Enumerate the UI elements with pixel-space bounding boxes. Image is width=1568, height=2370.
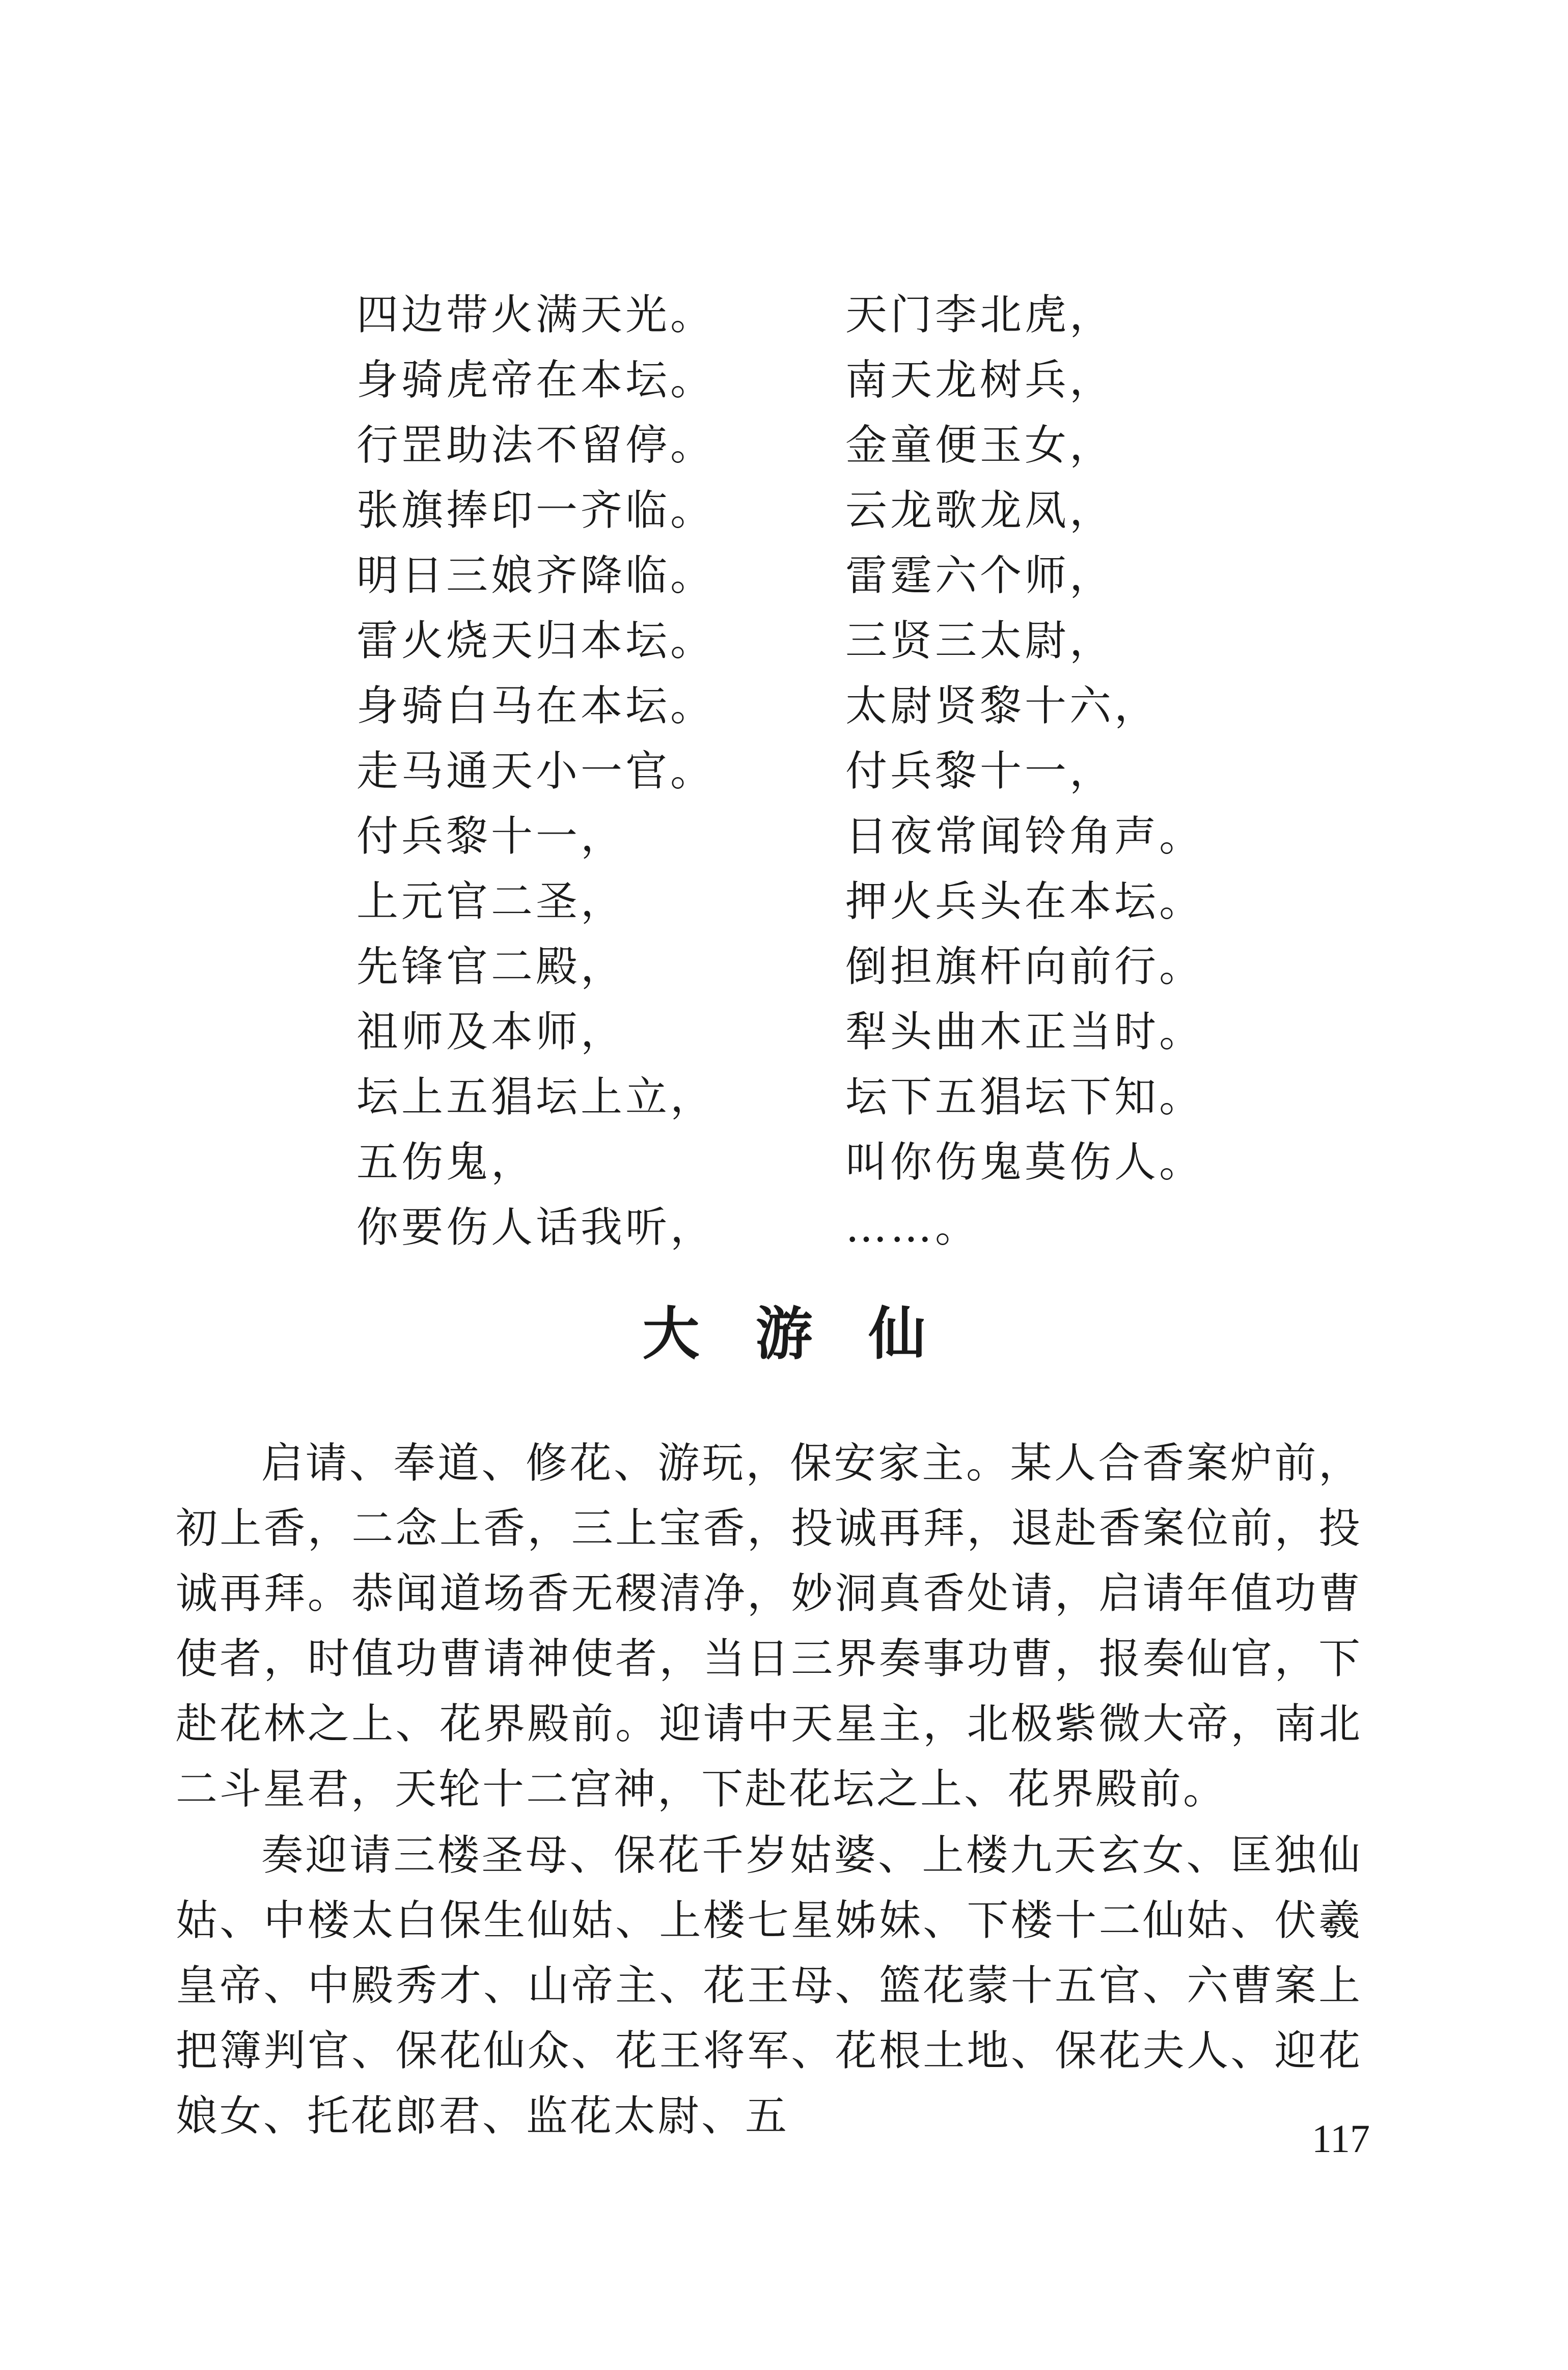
verse-line: 坛上五猖坛上立， — [356, 1073, 716, 1121]
verse-line: 雷火烧天归本坛。 — [356, 617, 716, 665]
verse-line: 南天龙树兵， — [845, 356, 1115, 404]
verse-line: 三贤三太尉， — [845, 617, 1115, 665]
body-paragraph: 启请、奉道、修花、游玩，保安家主。某人合香案炉前，初上香，二念上香，三上宝香，投诚再拜，退赴香案位前，投诚再拜。恭闻道场香无稷清净，妙洞真香处请，启请年值功曹使者，时值功曹请神使者，当日三界奏事功曹，报奏仙官，下赴花林之上、花界殿前。迎请中天星主，北极紫微大帝，南北二斗星君，天轮十二宫神，下赴花坛之上、花界殿前。 — [176, 1439, 1362, 1813]
verse-line: 日夜常闻铃角声。 — [845, 812, 1204, 861]
verse-line: 祖师及本师， — [356, 1008, 626, 1056]
verse-column-right — [845, 283, 1304, 1260]
verse-column-left — [356, 283, 815, 1260]
verse-line: 押火兵头在本坛。 — [845, 877, 1204, 926]
verse-line: 明日三娘齐降临。 — [356, 552, 716, 600]
verse-line: 坛下五猖坛下知。 — [845, 1073, 1204, 1121]
verse-line: 身骑白马在本坛。 — [356, 682, 716, 730]
verse-line: 付兵黎十一， — [845, 747, 1115, 795]
verse-line: ……。 — [845, 1203, 980, 1252]
verse-line: 行罡助法不留停。 — [356, 421, 716, 470]
verse-line: 上元官二圣， — [356, 877, 626, 926]
verse-line: 五伤鬼， — [356, 1138, 536, 1187]
verse-line: 犁头曲木正当时。 — [845, 1008, 1204, 1056]
verse-line: 走马通天小一官。 — [356, 747, 716, 795]
verse-line: 张旗捧印一齐临。 — [356, 486, 716, 535]
body-paragraph: 奏迎请三楼圣母、保花千岁姑婆、上楼九天玄女、匡独仙姑、中楼太白保生仙姑、上楼七星姊妹、下楼十二仙姑、伏羲皇帝、中殿秀才、山帝主、花王母、篮花蒙十五官、六曹案上把簿判官、保花仙众、花王将军、花根土地、保花夫人、迎花娘女、托花郎君、监花太尉、五 — [176, 1831, 1362, 2140]
verse-line: 太尉贤黎十六， — [845, 682, 1160, 730]
verse-line: 天门李北虎， — [845, 291, 1115, 339]
verse-line: 付兵黎十一， — [356, 812, 626, 861]
page-number: 117 — [1311, 2116, 1370, 2161]
verse-line: 先锋官二殿， — [356, 943, 626, 991]
verse-line: 叫你伤鬼莫伤人。 — [845, 1138, 1204, 1187]
verse-line: 倒担旗杆向前行。 — [845, 943, 1204, 991]
verse-line: 雷霆六个师， — [845, 552, 1115, 600]
verse-line: 四边带火满天光。 — [356, 291, 716, 339]
verse-line: 金童便玉女， — [845, 421, 1115, 470]
verse-line: 你要伤人话我听， — [356, 1203, 716, 1252]
section-title: 大游仙 — [642, 1301, 982, 1367]
verse-line: 身骑虎帝在本坛。 — [356, 356, 716, 404]
verse-block — [356, 283, 1273, 1250]
verse-line: 云龙歌龙凤， — [845, 486, 1115, 535]
